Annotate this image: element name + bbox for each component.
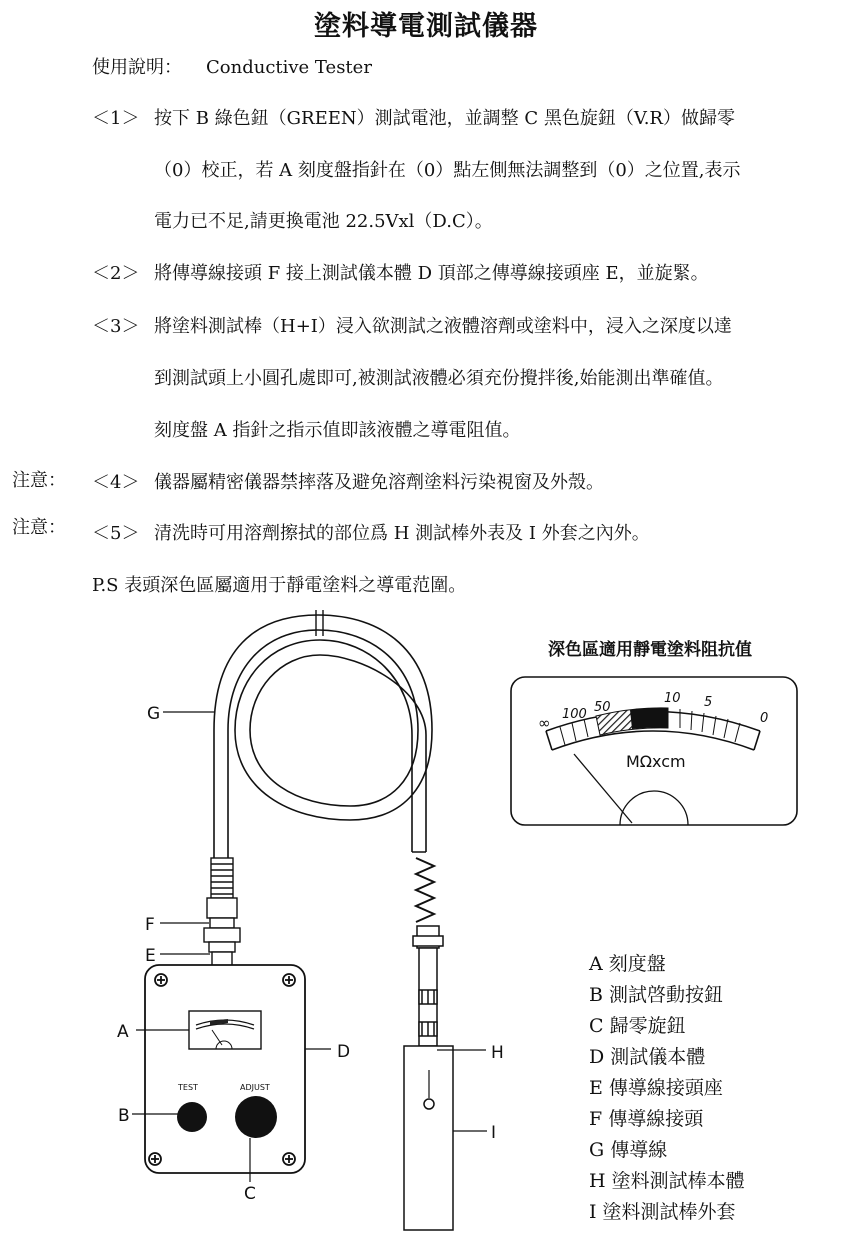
- tester-body: [145, 965, 305, 1173]
- letter-b: B: [118, 1106, 130, 1126]
- legend-item-d: D 測試儀本體: [589, 1046, 706, 1068]
- tick-5: 5: [704, 695, 713, 710]
- tick-10: 10: [664, 691, 681, 706]
- step-2-number: ＜2＞: [92, 263, 140, 284]
- product-name: Conductive Tester: [206, 57, 372, 78]
- note-label-5: 注意：: [12, 517, 66, 538]
- cable-connector-f: [204, 858, 240, 966]
- legend-item-a: A 刻度盤: [589, 953, 666, 975]
- step-3-line-3: 刻度盤 A 指針之指示值即該液體之導電阻值。: [154, 420, 521, 441]
- test-label: TEST: [178, 1083, 198, 1092]
- conduction-cable: [214, 610, 432, 860]
- legend-item-e: E 傳導線接頭座: [589, 1077, 723, 1099]
- adjust-knob: [235, 1096, 277, 1138]
- coating-probe: [404, 852, 453, 1230]
- tick-infinity: ∞: [538, 714, 551, 732]
- letter-d: D: [337, 1042, 351, 1062]
- letter-f: F: [145, 915, 155, 935]
- legend-item-c: C 歸零旋鈕: [589, 1015, 686, 1037]
- tick-100: 100: [562, 707, 587, 722]
- tick-0: 0: [760, 711, 769, 726]
- letter-e: E: [145, 946, 156, 966]
- note-label-4: 注意：: [12, 470, 66, 491]
- step-1-line-2: （0）校正，若 A 刻度盤指針在（0）點左側無法調整到（0）之位置,表示: [154, 160, 741, 181]
- letter-i: I: [491, 1123, 497, 1143]
- step-5-line-1: 清洗時可用溶劑擦拭的部位爲 H 測試棒外表及 I 外套之內外。: [154, 523, 650, 544]
- meter-panel: [511, 677, 797, 825]
- tick-50: 50: [594, 700, 611, 715]
- ps-note: P.S 表頭深色區屬適用于靜電塗料之導電范圍。: [92, 575, 467, 596]
- adjust-label: ADJUST: [240, 1083, 270, 1092]
- step-4-number: ＜4＞: [92, 472, 140, 493]
- step-3-line-2: 到測試頭上小圓孔處即可,被測試液體必須充份攪拌後,始能測出準確值。: [154, 368, 724, 389]
- step-1-line-1: 按下 B 綠色鈕（GREEN）測試電池，並調整 C 黑色旋鈕（V.R）做歸零: [154, 108, 735, 129]
- legend-item-f: F 傳導線接頭: [589, 1108, 704, 1130]
- letter-c: C: [244, 1184, 256, 1204]
- legend-item-g: G 傳導線: [589, 1139, 668, 1161]
- meter-title: 深色區適用靜電塗料阻抗值: [548, 640, 752, 660]
- step-1-number: ＜1＞: [92, 108, 140, 129]
- step-1-line-3: 電力已不足,請更換電池 22.5Vxl（D.C）。: [154, 211, 493, 232]
- step-3-number: ＜3＞: [92, 316, 140, 337]
- test-button: [177, 1102, 207, 1132]
- page-title: 塗料導電測試儀器: [314, 11, 538, 42]
- step-3-line-1: 將塗料測試棒（H+I）浸入欲測試之液體溶劑或塗料中，浸入之深度以達: [154, 316, 732, 337]
- letter-h: H: [491, 1043, 504, 1063]
- letter-g: G: [147, 704, 161, 724]
- letter-a: A: [117, 1022, 129, 1042]
- step-5-number: ＜5＞: [92, 523, 140, 544]
- usage-label: 使用說明：: [92, 57, 182, 78]
- step-4-line-1: 儀器屬精密儀器禁摔落及避免溶劑塗料污染視窗及外殼。: [154, 472, 604, 493]
- legend-item-b: B 測試啓動按鈕: [589, 984, 724, 1006]
- meter-unit: MΩxcm: [626, 752, 686, 771]
- step-2-line-1: 將傳導線接頭 F 接上測試儀本體 D 頂部之傳導線接頭座 E，並旋緊。: [154, 263, 709, 284]
- legend-item-i: I 塗料測試棒外套: [589, 1201, 736, 1223]
- legend-item-h: H 塗料測試棒本體: [589, 1170, 745, 1192]
